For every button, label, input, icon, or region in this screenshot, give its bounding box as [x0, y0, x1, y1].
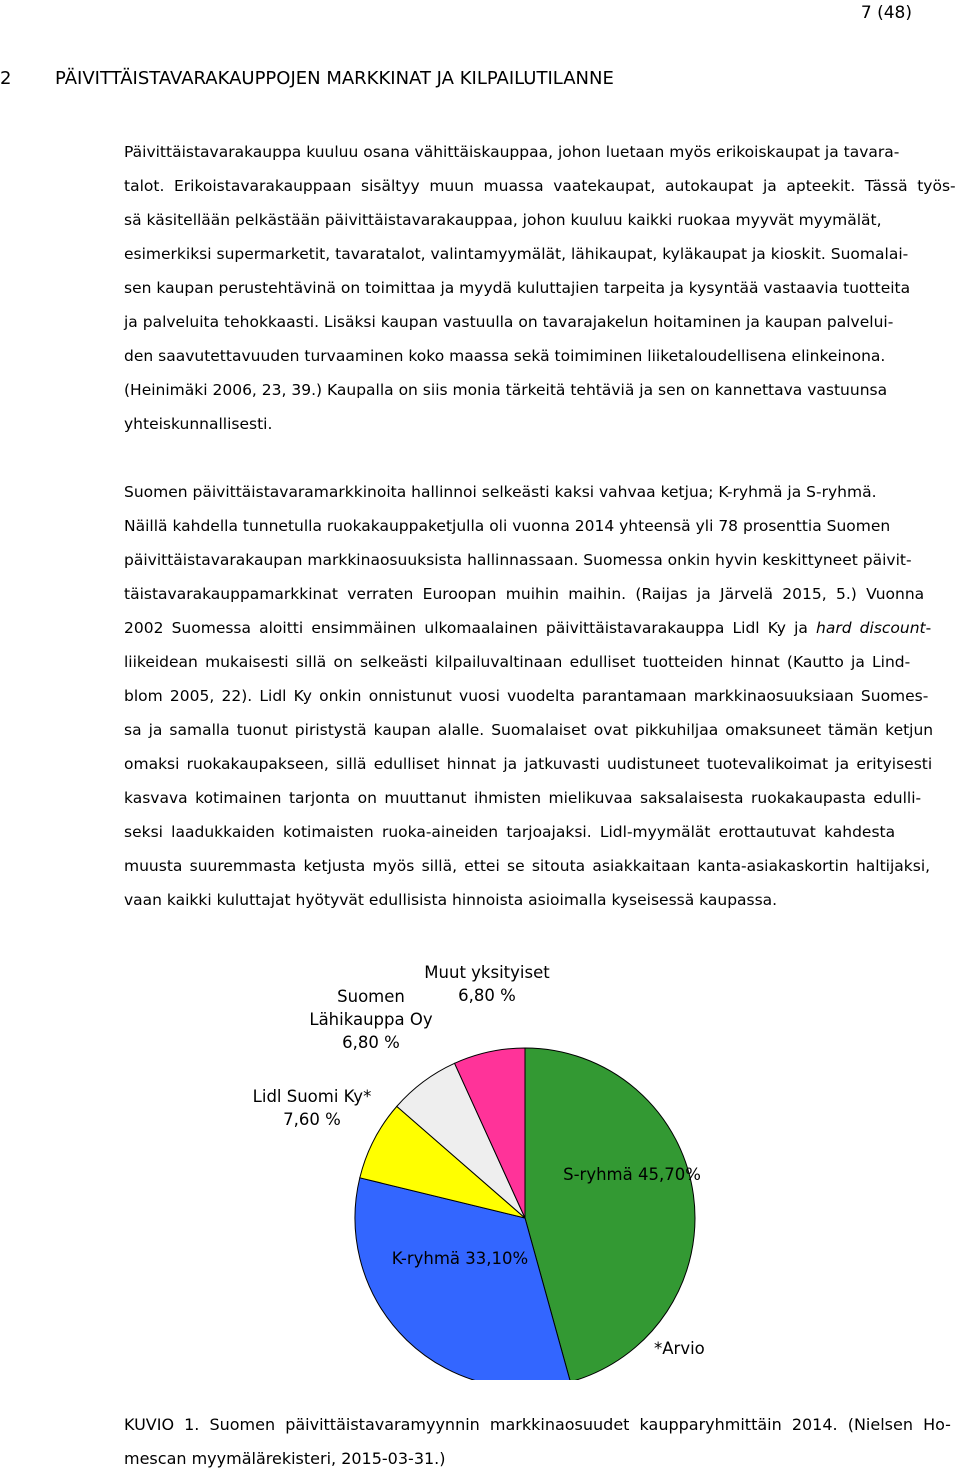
text-line: sen kaupan perustehtävinä on toimittaa ja myydä kuluttajien tarpeita ja kysyntää vastaavia tuotteita	[124, 279, 911, 297]
text-line: mescan myymälärekisteri, 2015-03-31.)	[124, 1449, 446, 1468]
text-line: blom 2005, 22). Lidl Ky onkin onnistunut vuosi vuodelta parantamaan markkinaosuuksiaan Suomes-	[124, 687, 929, 705]
text-line: muusta suuremmasta ketjusta myös sillä, ettei se sitouta asiakkaitaan kanta-asiakaskortin haltijaksi,	[124, 857, 931, 875]
slice-label-line: Lidl Suomi Ky*	[252, 1087, 372, 1106]
slice-label-5	[424, 963, 550, 1005]
text-line: den saavutettavuuden turvaaminen koko maassa sekä toimiminen liiketaloudellisena elinkeinona.	[124, 347, 886, 365]
slice-label-line: 6,80 %	[342, 1033, 400, 1052]
text-line: KUVIO 1. Suomen päivittäistavaramyynnin markkinaosuudet kaupparyhmittäin 2014. (Nielsen Ho-	[124, 1415, 951, 1434]
text-line: liikeidean mukaisesti sillä on selkeästi kilpailuvaltinaan edulliset tuotteiden hinnat (Kautto ja Lind-	[124, 653, 911, 671]
slice-label-line: K-ryhmä 33,10%	[391, 1249, 529, 1268]
figure-caption	[124, 1408, 951, 1476]
text-line: täistavarakauppamarkkinat verraten Euroopan muihin maihin. (Raijas ja Järvelä 2015, 5.) Vuonna	[124, 585, 925, 603]
chart-footnote: *Arvio	[654, 1339, 705, 1358]
text-line: ja palveluita tehokkaasti. Lisäksi kaupan vastuulla on tavarajakelun hoitaminen ja kaupan palvelui-	[124, 313, 894, 331]
text-line: sä käsitellään pelkästään päivittäistavarakauppaa, johon kuuluu kaikki ruokaa myyvät myymälät,	[124, 211, 882, 229]
page-number: 7 (48)	[860, 3, 912, 23]
text-line	[124, 611, 933, 645]
text-line: kasvava kotimainen tarjonta on muuttanut ihmisten mielikuvaa saksalaisesta ruokakaupasta edulli-	[124, 789, 922, 807]
text-line: talot. Erikoistavarakauppaan sisältyy muun muassa vaatekaupat, autokaupat ja apteekit. Tässä työs-	[124, 177, 956, 195]
text-line: Päivittäistavarakauppa kuuluu osana vähittäiskauppaa, johon luetaan myös erikoiskaupat ja tavara-	[124, 143, 900, 161]
slice-label-4	[309, 987, 432, 1052]
text-run: 2002 Suomessa aloitti ensimmäinen ulkomaalainen päivittäistavarakauppa Lidl Ky ja	[124, 619, 817, 637]
text-line: esimerkiksi supermarketit, tavaratalot, valintamyymälät, lähikaupat, kyläkaupat ja kioskit. Suomalai-	[124, 245, 909, 263]
text-line: sa ja samalla tuonut piristystä kaupan alalle. Suomalaiset ovat pikkuhiljaa omaksuneet tämän ketjun	[124, 721, 934, 739]
text-line: Näillä kahdella tunnetulla ruokakauppaketjulla oli vuonna 2014 yhteensä yli 78 prosenttia Suomen	[124, 517, 891, 535]
slice-label-line: 6,80 %	[458, 986, 516, 1005]
chapter-heading	[0, 68, 614, 89]
slice-label-1	[563, 1165, 701, 1184]
text-line: vaan kaikki kuluttajat hyötyvät edullisista hinnoista asioimalla kyseisessä kaupassa.	[124, 891, 778, 909]
slice-label-3	[253, 1087, 372, 1129]
slice-label-2	[392, 1249, 528, 1268]
slice-label-line: Suomen	[337, 987, 405, 1006]
paragraph-market-chains	[124, 475, 933, 917]
slice-label-line: S-ryhmä 45,70%	[563, 1165, 701, 1184]
chapter-title: PÄIVITTÄISTAVARAKAUPPOJEN MARKKINAT JA KILPAILUTILANNE	[55, 68, 614, 89]
italic-term: hard discount	[816, 619, 926, 637]
slice-label-line: Lähikauppa Oy	[309, 1010, 433, 1029]
text-line: yhteiskunnallisesti.	[124, 415, 273, 433]
text-line: päivittäistavarakaupan markkinaosuuksista hallinnassaan. Suomessa onkin hyvin keskittyneet päivit-	[124, 551, 912, 569]
text-run: -	[925, 619, 932, 637]
paragraph-market-overview	[124, 135, 956, 441]
text-line: Suomen päivittäistavaramarkkinoita hallinnoi selkeästi kaksi vahvaa ketjua; K-ryhmä ja S-ryhmä.	[124, 483, 877, 501]
market-share-pie-chart	[0, 940, 960, 1380]
slice-label-line: 7,60 %	[283, 1110, 341, 1129]
chapter-number: 2	[0, 68, 12, 89]
text-line: seksi laadukkaiden kotimaisten ruoka-aineiden tarjoajaksi. Lidl-myymälät erottautuvat kahdesta	[124, 823, 896, 841]
text-line: omaksi ruokakaupakseen, sillä edulliset hinnat ja jatkuvasti uudistuneet tuotevalikoimat ja erityisesti	[124, 755, 933, 773]
text-line: (Heinimäki 2006, 23, 39.) Kaupalla on siis monia tärkeitä tehtäviä ja sen on kannettava vastuunsa	[124, 381, 888, 399]
slice-label-line: Muut yksityiset	[424, 963, 550, 982]
